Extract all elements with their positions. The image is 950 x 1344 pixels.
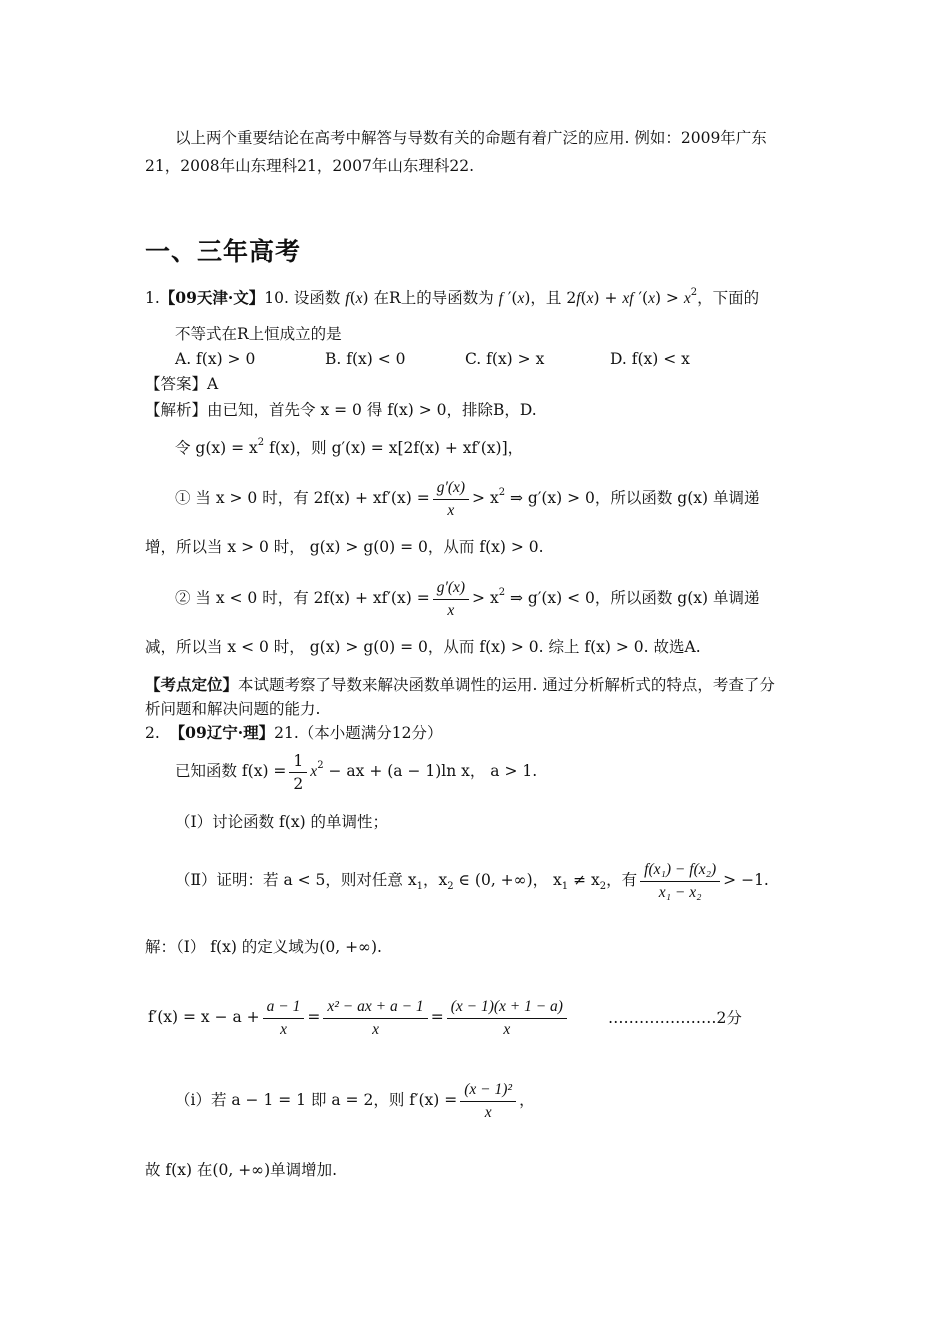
q1-kaodian xyxy=(145,675,775,695)
q1-case-2b: > x xyxy=(472,589,499,607)
q2-header-rest: 21.（本小题满分12分） xyxy=(274,724,443,742)
q2-case-i-a: （i）若 a − 1 = 1 即 a = 2，则 f′(x) = xyxy=(175,1091,458,1109)
q1-options xyxy=(175,349,690,369)
q2-deriv-frac-2 xyxy=(323,996,427,1041)
q1-case-1-den: x xyxy=(447,501,455,519)
q2-part-2d: ≠ x xyxy=(568,871,600,889)
q1-case-2c: ⇒ g′(x) < 0，所以函数 g(x) 单调递 xyxy=(505,589,760,607)
q1-case-2: ② 当 x < 0 时，有 2f(x) + xf′(x) = $\frac{g'(x)}{x}$ > $x^2$ ⇒ g′(x) < 0，所以函数 g(x) 单调递 xyxy=(175,573,760,623)
q2-part-2-num: f(x₁) − f(x₂) xyxy=(640,859,720,882)
q1-number: 1. xyxy=(145,289,160,307)
q2-derivative: f′(x) = x − a + $\frac{a - 1}{x}$ = $\frac{\text{x² − ax + a − 1}}{x}$ = $\frac{(x - 1)(x + 1 - a)}{x}$ xyxy=(148,992,570,1042)
q1-analysis-2b: f(x)，则 g′(x) = x[2f(x) + xf′(x)]， xyxy=(264,439,524,457)
q1-option-c: C. f(x) > x xyxy=(465,350,545,368)
q2-given-c: − ax + (a − 1)ln x， a > 1. xyxy=(323,762,538,780)
q2-deriv-f2-num: x² − ax + a − 1 xyxy=(323,996,427,1019)
q1-analysis-line-1: 由已知，首先令 x = 0 得 f(x) > 0，排除B，D. xyxy=(207,401,537,419)
q1-source: 【09天津·文】 xyxy=(159,288,265,307)
q2-deriv-lhs: f′(x) = x − a + xyxy=(148,1008,260,1026)
q2-solution-intro: 解：（Ⅰ） f(x) 的定义域为(0, +∞). xyxy=(145,938,382,956)
q2-given: 已知函数 f(x) = $\frac{1}{2}$ $x^2$ − ax + (a − 1)ln x， a > 1. xyxy=(175,751,538,793)
q1-option-d: D. f(x) < x xyxy=(610,350,690,368)
q2-deriv-f2-den: x xyxy=(372,1020,379,1038)
q1-case-2-fraction xyxy=(433,577,469,622)
q1-case-1a: ① 当 x > 0 时，有 2f(x) + xf′(x) = xyxy=(175,489,430,507)
q1-case-1-fraction xyxy=(433,477,469,522)
q2-number: 2. xyxy=(145,724,160,742)
q1-case-1b: > x xyxy=(472,489,499,507)
q1-stem-line-2: 不等式在R上恒成立的是 xyxy=(175,325,342,343)
q1-answer xyxy=(145,374,218,394)
q1-case-1-num: g′(x) xyxy=(433,477,469,500)
q2-part-2a: （Ⅱ）证明：若 a < 5，则对任意 x xyxy=(175,871,417,889)
q1-case-1c: ⇒ g′(x) > 0，所以函数 g(x) 单调递 xyxy=(505,489,760,507)
intro-line-1: 以上两个重要结论在高考中解答与导数有关的命题有着广泛的应用. 例如：2009年广东 xyxy=(175,129,767,147)
q2-conclusion: 故 f(x) 在(0, +∞)单调增加. xyxy=(145,1161,338,1179)
q1-stem-a: 10. 设函数 xyxy=(264,289,346,307)
q1-stem-b: 在R上的导函数为 xyxy=(368,289,499,307)
q2-given-num: 1 xyxy=(289,750,307,773)
q1-kaodian-line-2: 析问题和解决问题的能力. xyxy=(145,700,321,718)
q2-deriv-f3-den: x xyxy=(503,1020,511,1038)
q1-analysis-2: 令 $g(x) = x^2$ f(x)，则 g′(x) = x[2f(x) + xf′(x)]， xyxy=(175,437,524,457)
q1-kaodian-line-1: 本试题考察了导数来解决函数单调性的运用. 通过分析解析式的特点，考查了分 xyxy=(238,676,775,694)
q1-case-1: ① 当 x > 0 时，有 2f(x) + xf′(x) = $\frac{g'(x)}{x}$ > $x^2$ ⇒ g′(x) > 0，所以函数 g(x) 单调递 xyxy=(175,473,760,523)
q2-part-2f: > −1. xyxy=(723,871,769,889)
q1-answer-label: 【答案】 xyxy=(145,375,208,393)
intro-line-2: 21，2008年山东理科21，2007年山东理科22. xyxy=(145,157,474,175)
q2-case-i-num: (x − 1)² xyxy=(460,1079,516,1102)
q1-stem-line-1: 1.【09天津·文】10. 设函数 f(x) 在R上的导函数为 f ′(x)，且 2f(x) + xf $'(x) > x^2$，下面的 xyxy=(145,287,760,307)
q2-header xyxy=(145,723,443,743)
q2-source: 【09辽宁·理】 xyxy=(169,723,275,742)
q2-given-a: 已知函数 f(x) = xyxy=(175,762,287,780)
q1-analysis-1 xyxy=(145,400,537,420)
q2-given-b: x xyxy=(310,763,318,780)
q2-deriv-f1-num: a − 1 xyxy=(263,996,305,1019)
q2-part-2b: ，x xyxy=(422,871,448,889)
q2-part-2: （Ⅱ）证明：若 a < 5，则对任意 $x_1$，$x_2$ ∈ (0, +∞)， $x_1 \ne x_2$，有 $\frac{\text{f(x₁) − f(x₂)}}{\text{x₁ − x₂}}$ > −1. xyxy=(175,855,769,905)
q2-part-1: （Ⅰ）讨论函数 f(x) 的单调性； xyxy=(175,813,389,831)
q1-case-2-num: g′(x) xyxy=(433,577,469,600)
q2-score: …………………2分 xyxy=(608,1009,742,1027)
q1-case-2-den: x xyxy=(447,601,455,619)
q1-case-1-line-2: 增，所以当 x > 0 时， g(x) > g(0) = 0，从而 f(x) > 0. xyxy=(145,538,544,556)
q1-option-a: A. f(x) > 0 xyxy=(175,350,256,368)
q2-case-i xyxy=(175,1075,535,1125)
q1-case-2-line-2: 减，所以当 x < 0 时， g(x) > g(0) = 0，从而 f(x) > 0. 综上 f(x) > 0. 故选A. xyxy=(145,638,701,656)
q2-given-den: 2 xyxy=(293,774,304,793)
q1-option-b: B. f(x) < 0 xyxy=(325,350,406,368)
q2-deriv-f1-den: x xyxy=(280,1020,287,1038)
q1-kaodian-label: 【考点定位】 xyxy=(145,675,239,694)
q2-deriv-frac-1 xyxy=(263,996,305,1041)
q2-deriv-frac-3 xyxy=(447,996,567,1041)
q1-stem-d: ，下面的 xyxy=(697,289,760,307)
q1-answer-value: A xyxy=(207,375,219,393)
q2-case-i-den: x xyxy=(484,1103,492,1121)
q1-stem-c: ，且 xyxy=(530,289,567,307)
q1-case-2a: ② 当 x < 0 时，有 2f(x) + xf′(x) = xyxy=(175,589,430,607)
q2-part-2-den: x₁ − x₂ xyxy=(658,883,702,901)
q1-analysis-label: 【解析】 xyxy=(145,401,208,419)
q2-part-2e: ，有 xyxy=(606,871,638,889)
q2-part-2c: ∈ (0, +∞)， x xyxy=(453,871,562,889)
q2-case-i-fraction xyxy=(460,1079,516,1124)
q1-analysis-2a: 令 g(x) = x xyxy=(175,439,258,457)
q2-given-fraction xyxy=(289,750,307,795)
q2-case-i-b: ， xyxy=(519,1091,535,1109)
q2-part-2-fraction xyxy=(640,859,720,904)
section-heading: 一、三年高考 xyxy=(145,237,302,266)
q2-deriv-f3-num: (x − 1)(x + 1 − a) xyxy=(447,996,567,1019)
